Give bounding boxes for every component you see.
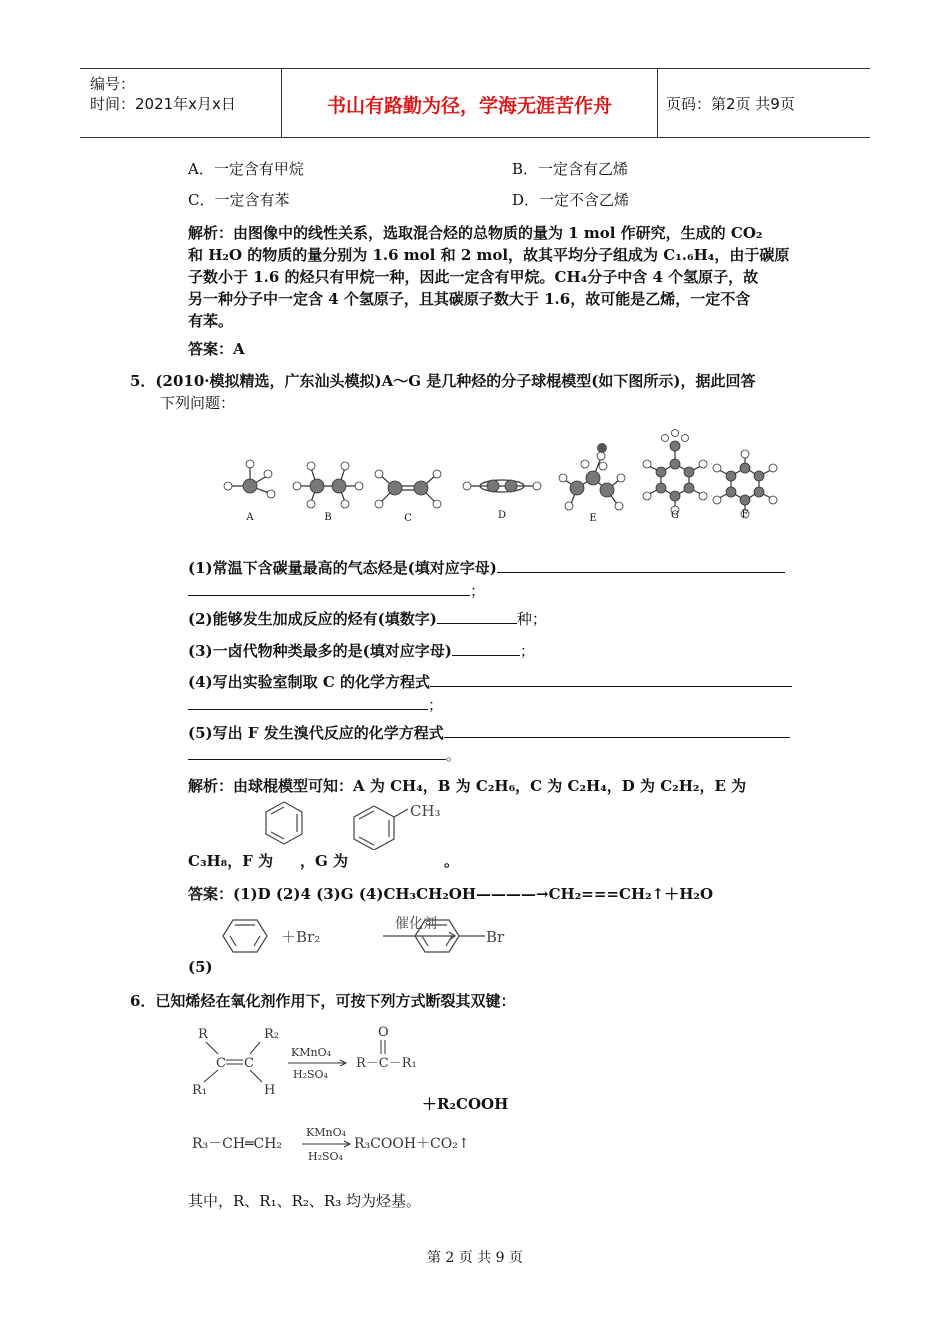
model-label-a: A	[246, 512, 254, 523]
q4-analysis-line-5: 有苯。	[188, 312, 234, 330]
q5-sub4-cont	[188, 694, 443, 715]
q5-sub4-end: ；	[428, 696, 444, 714]
q5-sub1-text: (1)常温下含碳量最高的气态烃是(填对应字母)	[188, 559, 497, 577]
product-ketone: R－C－R₁	[356, 1056, 417, 1071]
second-product: R₃COOH＋CO₂↑	[354, 1136, 470, 1152]
r1-label: R₁	[192, 1083, 207, 1098]
q5-sub4-text: (4)写出实验室制取 C 的化学方程式	[188, 673, 431, 691]
q5-sub1	[188, 557, 785, 578]
model-label-d: D	[497, 510, 507, 521]
h-label: H	[264, 1083, 276, 1098]
q6-stem	[130, 990, 515, 1011]
plus-acid: ＋R₂COOH	[422, 1095, 509, 1113]
q5-sub1-cont	[188, 580, 485, 601]
page-header	[80, 68, 870, 138]
q5-sub5-blank[interactable]	[444, 722, 790, 738]
reagent-bottom-1: H₂SO₄	[293, 1068, 328, 1081]
e-extra-atom	[597, 443, 607, 453]
q5-stem-line-1: 5．(2010·模拟精选，广东汕头模拟)A～G 是几种烃的分子球棍模型(如下图所示)，据此回答	[130, 372, 756, 390]
c-right: C	[244, 1056, 254, 1071]
q4-analysis-line-2: 和 H₂O 的物质的量分别为 1.6 mol 和 2 mol，故其平均分子组成为 C₁.₆H₄，由于碳原	[188, 246, 790, 264]
q5-sub4-blank[interactable]	[430, 671, 792, 687]
q5-sub3-text: (3)一卤代物种类最多的是(填对应字母)	[188, 642, 452, 660]
option-b: B．一定含有乙烯	[512, 160, 629, 178]
q5-sub5-cont	[188, 744, 461, 765]
o-label: O	[378, 1025, 389, 1040]
alkene-oxidation-scheme-1	[180, 1020, 490, 1100]
q5-analysis-line-2-c: 。	[444, 852, 460, 870]
option-a: A．一定含有甲烷	[188, 160, 304, 178]
bromination-reaction	[205, 908, 535, 963]
r-label: R	[198, 1027, 208, 1042]
q5-sub3-blank[interactable]	[452, 640, 520, 656]
header-page-cell	[658, 69, 870, 137]
reagent-top-1: KMnO₄	[291, 1046, 331, 1059]
r2-label: R₂	[264, 1027, 279, 1042]
reagent-top-2: KMnO₄	[306, 1126, 346, 1139]
model-label-c: C	[404, 513, 412, 524]
reagent-bottom-2: H₂SO₄	[308, 1150, 343, 1163]
q5-sub1-blank[interactable]	[497, 557, 785, 573]
q4-analysis-line-1: 解析：由图像中的线性关系，选取混合烃的总物质的量为 1 mol 作研究，生成的 CO₂	[188, 224, 763, 242]
q5-sub2-blank[interactable]	[437, 608, 517, 624]
option-c: C．一定含有苯	[188, 191, 290, 209]
q5-analysis-line-1: 解析：由球棍模型可知：A 为 CH₄，B 为 C₂H₆，C 为 C₂H₄，D 为 C₂H₂，E 为	[188, 777, 747, 795]
q5-sub4	[188, 671, 792, 692]
model-label-f: F	[741, 509, 749, 520]
benzene-toluene-structures	[262, 800, 462, 850]
header-info-cell	[80, 69, 280, 137]
model-label-g: G	[671, 510, 679, 521]
second-reactant: R₃－CH═CH₂	[192, 1136, 283, 1152]
page-footer: 第 2 页 共 9 页	[426, 1250, 524, 1266]
q5-sub1-blank-2[interactable]	[188, 580, 470, 596]
model-label-b: B	[324, 512, 332, 523]
q5-sub5-text: (5)写出 F 发生溴代反应的化学方程式	[188, 724, 444, 742]
alkene-oxidation-scheme-2	[188, 1122, 488, 1168]
page-info: 页码：第2页 共9页	[666, 95, 795, 113]
catalyst-label: 催化剂	[395, 916, 437, 932]
model-label-e: E	[589, 513, 597, 524]
q5-sub2-end: 种；	[516, 610, 547, 628]
q5-sub1-end: ；	[470, 582, 486, 600]
q5-answer-5: (5)	[188, 958, 213, 976]
q5-analysis-line-2-a: C₃H₈，F 为	[188, 852, 274, 870]
header-motto-cell	[281, 69, 658, 137]
q5-sub4-blank-2[interactable]	[188, 694, 428, 710]
q5-analysis-line-2-b: ，G 为	[300, 852, 349, 870]
q5-sub2	[188, 608, 547, 629]
q4-analysis-line-3: 子数小于 1.6 的烃只有甲烷一种，因此一定含有甲烷。CH₄分子中含 4 个氢原子，故	[188, 268, 759, 286]
q5-stem-line-2: 下列问题：	[160, 394, 236, 412]
time-label: 时间：2021年x月x日	[90, 95, 236, 113]
q5-sub5-blank-2[interactable]	[188, 744, 446, 760]
molecule-models-figure	[215, 428, 785, 528]
q5-sub5	[188, 722, 790, 743]
q6-stem-text: 6．已知烯烃在氧化剂作用下，可按下列方式断裂其双键：	[130, 992, 516, 1010]
q5-sub3	[188, 640, 535, 661]
option-d: D．一定不含乙烯	[512, 191, 630, 209]
br-label: Br	[486, 928, 505, 946]
q6-note: 其中，R、R₁、R₂、R₃ 均为烃基。	[188, 1192, 421, 1210]
code-label: 编号：	[90, 75, 136, 93]
q5-sub5-end: 。	[446, 746, 462, 764]
plus-br2: ＋Br₂	[281, 928, 321, 946]
motto: 书山有路勤为径，学海无涯苦作舟	[326, 95, 612, 117]
c-left: C	[216, 1056, 226, 1071]
toluene-ring	[354, 806, 394, 850]
q5-sub2-text: (2)能够发生加成反应的烃有(填数字)	[188, 610, 437, 628]
q5-sub3-end: ；	[519, 642, 535, 660]
ch3-label: CH₃	[410, 802, 441, 820]
q4-answer: 答案：A	[188, 340, 245, 358]
q4-analysis-line-4: 另一种分子中一定含 4 个氢原子，且其碳原子数大于 1.6，故可能是乙烯，一定不含	[188, 290, 751, 308]
q5-answer: 答案：(1)D (2)4 (3)G (4)CH₃CH₂OH————→CH₂===CH₂↑＋H₂O	[188, 885, 714, 903]
